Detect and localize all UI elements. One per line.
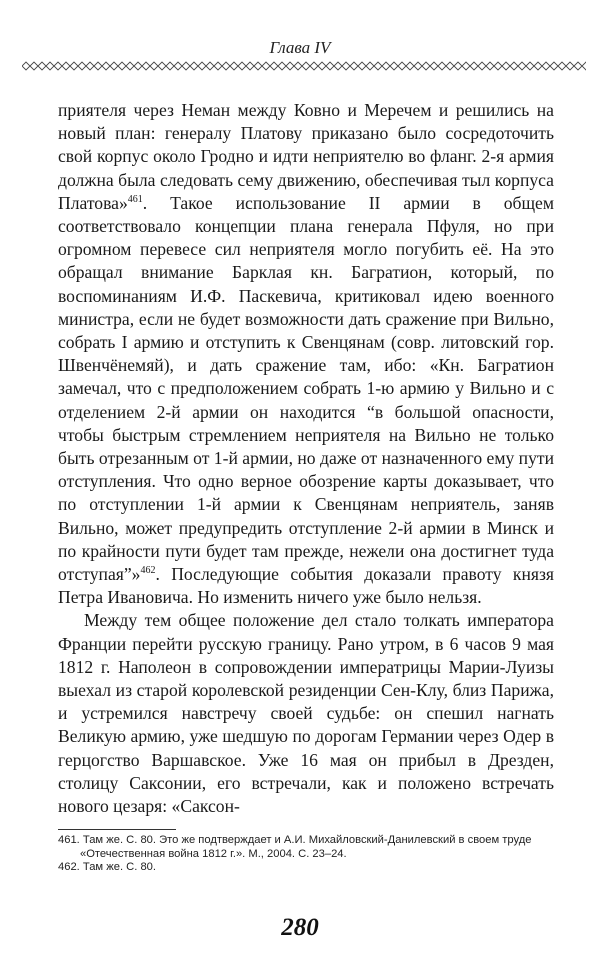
body-text: [58, 99, 554, 818]
paragraph-1-part-a: приятеля через Неман между Ковно и Меречем и решились на новый план: генералу Платову приказано было сосредоточить свой корпус около Гродно и идти неприятелю во фланг. 2-я армия должна была следовать сему движению, обеспечивая тыл корпуса Платова»: [58, 100, 554, 213]
page-number: 280: [281, 914, 319, 941]
footnote-ref-462[interactable]: 462: [140, 565, 156, 577]
footnotes: [58, 834, 558, 875]
paragraph-1-part-c: . Последующие события доказали правоту князя Петра Ивановича. Но изменить ничего уже было нельзя.: [58, 564, 554, 608]
chapter-header: Глава IV: [269, 38, 331, 57]
footnote-462: 462. Там же. С. 80.: [58, 861, 157, 874]
paragraph-1: [58, 99, 554, 609]
footnote-ref-461[interactable]: 461: [127, 193, 143, 205]
paragraph-1-part-b: . Такое использование II армии в общем соответствовало концепции плана генерала Пфуля, но при огромном перевесе сил неприятеля могло погубить её. На это обращал внимание Барклая кн. Багратион, который, по воспоминаниям И.Ф. Паскевича, критиковал идею военного министра, если не будет возможности дать сражение при Вильно, собрать I армию и отступить к Свенцянам (совр. литовский гор. Швенчёнемяй), и дать сражение там, ибо: «Кн. Багратион замечал, что с предположением собрать 1-ю армию у Вильно и с отделением 2-й армии он находится “в большой опасности, чтобы быстрым стремлением неприятеля на Вильно не только быть отрезанным от 1-й армии, но даже от назначенного ему пути отступления. Что одно верное обозрение карты доказывает, что по отступлении 1-й армии к Свенцянам неприятель, заняв Вильно, может предупредить отступление 2-й армии в Минск и по крайности пути будет там прежде, нежели она достигнет туда отступая”»: [58, 192, 554, 585]
footnote-divider: [58, 829, 176, 830]
footnote-461: 461. Там же. С. 80. Это же подтверждает и А.И. Михайловский-Данилевский в своем труде «Отечественная война 1812 г.». М., 2004. С. 23–24.: [58, 834, 532, 860]
paragraph-2: Между тем общее положение дел стало толкать императора Франции перейти русскую границу. Рано утром, в 6 часов 9 мая 1812 г. Наполеон в сопровождении императрицы Марии-Луизы выехал из старой королевской резиденции Сен-Клу, близ Парижа, и устремился навстречу своей судьбе: он спешил нагнать Великую армию, уже шедшую по дорогам Германии через Одер в герцогство Варшавское. Уже 16 мая он прибыл в Дрезден, столицу Саксонии, его встречали, как и положено встречать нового цезаря: «Саксон-: [58, 610, 554, 817]
ornament-rule: [22, 58, 586, 74]
